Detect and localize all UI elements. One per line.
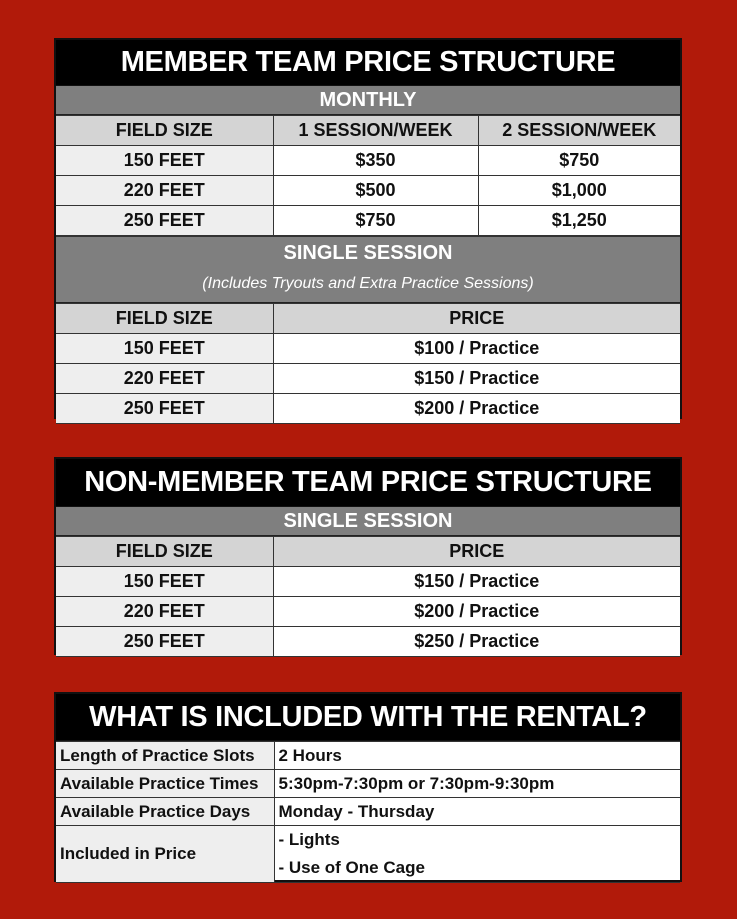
table-row: [56, 742, 680, 770]
nonmember-single-heading: SINGLE SESSION: [56, 507, 680, 536]
col-header: FIELD SIZE: [56, 304, 273, 334]
price-one-session: $500: [273, 176, 478, 206]
table-row: [56, 364, 680, 394]
included-table: [54, 692, 682, 882]
field-size: 220 FEET: [56, 364, 273, 394]
table-header-row: [56, 304, 680, 334]
field-size: 250 FEET: [56, 627, 273, 657]
col-header: 2 SESSION/WEEK: [478, 116, 680, 146]
field-size: 220 FEET: [56, 597, 273, 627]
included-item: - Use of One Cage: [278, 858, 425, 877]
table-row: [56, 826, 680, 883]
included-item: - Lights: [278, 830, 340, 849]
nonmember-single-table: [56, 536, 680, 657]
field-size: 250 FEET: [56, 394, 273, 424]
nonmember-title: NON-MEMBER TEAM PRICE STRUCTURE: [56, 459, 680, 507]
detail-label: Available Practice Days: [56, 798, 274, 826]
field-size: 150 FEET: [56, 334, 273, 364]
table-row: [56, 770, 680, 798]
single-session-heading: SINGLE SESSION: [283, 242, 453, 264]
detail-label: Included in Price: [56, 826, 274, 883]
price: $200 / Practice: [273, 597, 680, 627]
single-session-section: [56, 236, 680, 303]
col-header: 1 SESSION/WEEK: [273, 116, 478, 146]
col-header: PRICE: [273, 304, 680, 334]
table-row: [56, 206, 680, 236]
detail-value: Monday - Thursday: [274, 798, 680, 826]
monthly-heading: MONTHLY: [56, 86, 680, 115]
member-title: MEMBER TEAM PRICE STRUCTURE: [56, 40, 680, 86]
price-two-session: $750: [478, 146, 680, 176]
price: $200 / Practice: [273, 394, 680, 424]
field-size: 250 FEET: [56, 206, 273, 236]
table-row: [56, 394, 680, 424]
field-size: 150 FEET: [56, 146, 273, 176]
monthly-table: [56, 115, 680, 236]
table-row: [56, 798, 680, 826]
price-one-session: $350: [273, 146, 478, 176]
price-two-session: $1,250: [478, 206, 680, 236]
member-price-table: [54, 38, 682, 419]
detail-label: Available Practice Times: [56, 770, 274, 798]
table-row: [56, 597, 680, 627]
included-details-table: [56, 741, 680, 883]
member-single-table: [56, 303, 680, 424]
detail-value: 2 Hours: [274, 742, 680, 770]
nonmember-price-table: [54, 457, 682, 655]
single-session-note: (Includes Tryouts and Extra Practice Sessions): [202, 275, 534, 292]
field-size: 150 FEET: [56, 567, 273, 597]
col-header: PRICE: [273, 537, 680, 567]
field-size: 220 FEET: [56, 176, 273, 206]
col-header: FIELD SIZE: [56, 537, 273, 567]
table-header-row: [56, 116, 680, 146]
price: $150 / Practice: [273, 364, 680, 394]
table-row: [56, 567, 680, 597]
included-title: WHAT IS INCLUDED WITH THE RENTAL?: [56, 694, 680, 741]
detail-value: 5:30pm-7:30pm or 7:30pm-9:30pm: [274, 770, 680, 798]
col-header: FIELD SIZE: [56, 116, 273, 146]
detail-label: Length of Practice Slots: [56, 742, 274, 770]
table-row: [56, 627, 680, 657]
table-row: [56, 146, 680, 176]
price-one-session: $750: [273, 206, 478, 236]
price: $250 / Practice: [273, 627, 680, 657]
detail-value: [274, 826, 680, 883]
table-row: [56, 334, 680, 364]
price-two-session: $1,000: [478, 176, 680, 206]
table-header-row: [56, 537, 680, 567]
table-row: [56, 176, 680, 206]
price: $100 / Practice: [273, 334, 680, 364]
price: $150 / Practice: [273, 567, 680, 597]
